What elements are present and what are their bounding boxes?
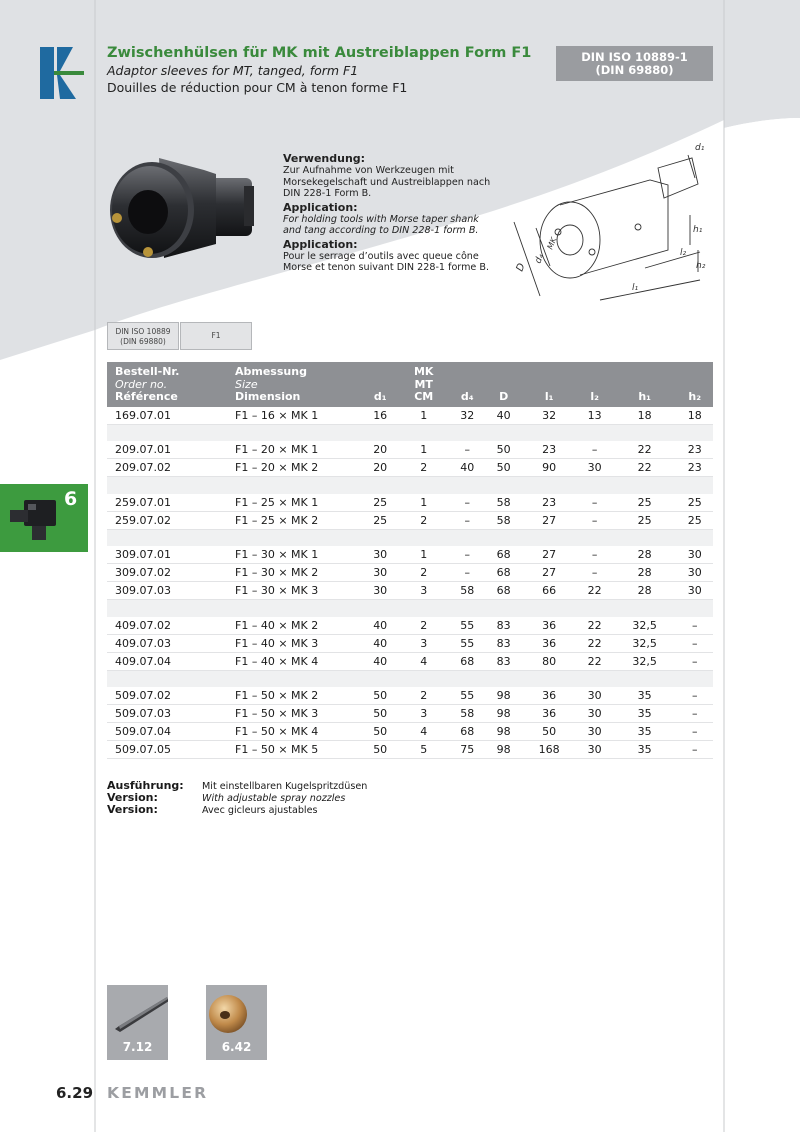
din-line-1: DIN ISO 10889-1: [581, 50, 688, 64]
cell-d1: 30: [362, 564, 398, 582]
group-separator: [107, 424, 713, 441]
cell-size: F1 – 40 × MK 4: [227, 652, 362, 670]
title-french: Douilles de réduction pour CM à tenon forme F1: [107, 80, 408, 95]
cell-h1: 18: [613, 407, 677, 425]
cell-l2: –: [576, 494, 612, 512]
header-size: [227, 362, 362, 407]
cell-size: F1 – 30 × MK 2: [227, 564, 362, 582]
cell-d1: 50: [362, 705, 398, 723]
cell-l1: 90: [522, 459, 577, 477]
adaptor-sleeve-photo: [104, 148, 274, 270]
cell-l2: 13: [576, 407, 612, 425]
cell-h2: 23: [677, 441, 713, 459]
cell-d4: 55: [449, 617, 485, 635]
cell-d1: 50: [362, 687, 398, 705]
cell-l1: 168: [522, 741, 577, 759]
cell-order-no: 509.07.05: [107, 741, 227, 759]
cell-h1: 22: [613, 441, 677, 459]
cell-d1: 30: [362, 582, 398, 600]
kemmler-logo: [40, 47, 84, 99]
cell-h1: 35: [613, 705, 677, 723]
header-order-de: Bestell-Nr.: [115, 365, 180, 378]
cell-d4: 58: [449, 705, 485, 723]
accessory-drift-key[interactable]: [107, 985, 168, 1060]
cell-d1: 25: [362, 494, 398, 512]
title-block: [107, 44, 547, 96]
header-mk-fr: CM: [414, 390, 434, 403]
brand-wordmark: KEMMLER: [107, 1084, 209, 1102]
table-row[interactable]: [107, 511, 713, 529]
usage-heading-de: Verwendung:: [283, 152, 366, 165]
cell-d4: 55: [449, 634, 485, 652]
cell-h1: 25: [613, 494, 677, 512]
usage-heading-fr: Application:: [283, 237, 358, 251]
table-row[interactable]: [107, 687, 713, 705]
page-number: 6.29: [56, 1084, 94, 1102]
cell-order-no: 309.07.01: [107, 546, 227, 564]
table-row[interactable]: [107, 546, 713, 564]
din-line-2: (DIN 69880): [595, 63, 674, 77]
cell-mk: 1: [398, 546, 449, 564]
cell-l2: 22: [576, 582, 612, 600]
cell-D: 83: [485, 652, 521, 670]
cell-l1: 23: [522, 441, 577, 459]
cell-h2: 25: [677, 511, 713, 529]
cell-l2: 30: [576, 459, 612, 477]
cell-l1: 27: [522, 511, 577, 529]
cell-l2: 30: [576, 723, 612, 741]
cell-h1: 28: [613, 582, 677, 600]
cell-size: F1 – 25 × MK 2: [227, 511, 362, 529]
cell-h2: –: [677, 723, 713, 741]
cell-h1: 32,5: [613, 652, 677, 670]
cell-order-no: 259.07.02: [107, 511, 227, 529]
cell-order-no: 259.07.01: [107, 494, 227, 512]
cell-d1: 20: [362, 459, 398, 477]
cell-order-no: 309.07.02: [107, 564, 227, 582]
version-label-fr: Version:: [107, 803, 158, 816]
cell-l2: 30: [576, 741, 612, 759]
header-h1: h₁: [613, 362, 677, 407]
header-h2: h₂: [677, 362, 713, 407]
cell-d4: 55: [449, 687, 485, 705]
cell-h2: –: [677, 705, 713, 723]
group-separator: [107, 600, 713, 617]
cell-order-no: 509.07.04: [107, 723, 227, 741]
label-h1: h₁: [693, 225, 703, 235]
label-MK: MK: [545, 236, 559, 251]
cell-order-no: 209.07.01: [107, 441, 227, 459]
separator-cell: [107, 600, 713, 617]
cell-h2: 23: [677, 459, 713, 477]
cell-h2: 30: [677, 582, 713, 600]
usage-text-en: For holding tools with Morse taper shank and tang according to DIN 228-1 form B.: [283, 213, 479, 236]
cell-d1: 40: [362, 652, 398, 670]
cell-l1: 36: [522, 705, 577, 723]
cell-l2: –: [576, 564, 612, 582]
cell-l1: 50: [522, 723, 577, 741]
header-size-en: Size: [235, 377, 258, 391]
label-D: D: [514, 261, 528, 274]
cell-mk: 4: [398, 723, 449, 741]
cell-h1: 35: [613, 741, 677, 759]
usage-description: [283, 152, 498, 275]
cell-mk: 2: [398, 511, 449, 529]
header-order-fr: Référence: [115, 390, 178, 403]
cell-l2: 22: [576, 617, 612, 635]
cell-d1: 50: [362, 741, 398, 759]
cell-D: 68: [485, 546, 521, 564]
cell-mk: 3: [398, 582, 449, 600]
cell-l1: 80: [522, 652, 577, 670]
cell-h2: –: [677, 617, 713, 635]
table-row[interactable]: [107, 705, 713, 723]
cell-D: 83: [485, 634, 521, 652]
cell-h2: 30: [677, 564, 713, 582]
header-d1: d₁: [362, 362, 398, 407]
cell-size: F1 – 50 × MK 3: [227, 705, 362, 723]
table-row[interactable]: [107, 741, 713, 759]
cell-d1: 16: [362, 407, 398, 425]
cell-size: F1 – 20 × MK 1: [227, 441, 362, 459]
title-english: Adaptor sleeves for MT, tanged, form F1: [107, 63, 359, 78]
cell-h2: –: [677, 687, 713, 705]
cell-d4: 58: [449, 582, 485, 600]
group-separator: [107, 477, 713, 494]
table-row[interactable]: [107, 634, 713, 652]
cell-d1: 40: [362, 634, 398, 652]
header-mk-de: MK: [413, 365, 434, 378]
header-l2: l₂: [576, 362, 612, 407]
cell-d4: 32: [449, 407, 485, 425]
cell-mk: 1: [398, 407, 449, 425]
cell-h1: 32,5: [613, 617, 677, 635]
cell-d1: 25: [362, 511, 398, 529]
cell-mk: 2: [398, 564, 449, 582]
cell-order-no: 169.07.01: [107, 407, 227, 425]
table-row[interactable]: [107, 617, 713, 635]
cell-size: F1 – 25 × MK 1: [227, 494, 362, 512]
header-order-no: [107, 362, 227, 407]
version-text-de: Mit einstellbaren Kugelspritzdüsen: [202, 781, 368, 792]
table-row[interactable]: [107, 582, 713, 600]
cell-l1: 66: [522, 582, 577, 600]
header-d4: d₄: [449, 362, 485, 407]
cell-h1: 28: [613, 564, 677, 582]
table-row[interactable]: [107, 459, 713, 477]
separator-cell: [107, 424, 713, 441]
cell-mk: 2: [398, 459, 449, 477]
header-D: D: [485, 362, 521, 407]
cell-size: F1 – 16 × MK 1: [227, 407, 362, 425]
cell-d1: 50: [362, 723, 398, 741]
cell-size: F1 – 50 × MK 4: [227, 723, 362, 741]
cell-h1: 28: [613, 546, 677, 564]
cell-order-no: 309.07.03: [107, 582, 227, 600]
cell-h2: 25: [677, 494, 713, 512]
cell-mk: 1: [398, 441, 449, 459]
cell-size: F1 – 40 × MK 3: [227, 634, 362, 652]
cell-l1: 27: [522, 564, 577, 582]
cell-size: F1 – 30 × MK 1: [227, 546, 362, 564]
cell-order-no: 209.07.02: [107, 459, 227, 477]
cell-D: 98: [485, 687, 521, 705]
cell-mk: 3: [398, 634, 449, 652]
cell-D: 98: [485, 705, 521, 723]
version-label-en: Version:: [107, 791, 158, 804]
cell-D: 50: [485, 459, 521, 477]
cell-order-no: 409.07.02: [107, 617, 227, 635]
cell-l2: 22: [576, 652, 612, 670]
cell-d1: 30: [362, 546, 398, 564]
cell-mk: 2: [398, 687, 449, 705]
din-tag-line-2: (DIN 69880): [120, 336, 166, 346]
cell-order-no: 409.07.04: [107, 652, 227, 670]
cell-d1: 20: [362, 441, 398, 459]
table-row[interactable]: [107, 723, 713, 741]
table-row[interactable]: [107, 494, 713, 512]
cell-mk: 2: [398, 617, 449, 635]
usage-text-de: Zur Aufnahme von Werkzeugen mit Morsekegelschaft und Austreiblappen nach DIN 228-1 Form B.: [283, 165, 491, 199]
cell-size: F1 – 30 × MK 3: [227, 582, 362, 600]
cell-order-no: 509.07.02: [107, 687, 227, 705]
cell-size: F1 – 50 × MK 2: [227, 687, 362, 705]
accessory-label-1: 7.12: [122, 1040, 153, 1054]
cell-order-no: 409.07.03: [107, 634, 227, 652]
cell-h1: 25: [613, 511, 677, 529]
cell-D: 83: [485, 617, 521, 635]
cell-d1: 40: [362, 617, 398, 635]
cell-size: F1 – 50 × MK 5: [227, 741, 362, 759]
cell-D: 68: [485, 564, 521, 582]
product-table: [107, 362, 713, 759]
cell-mk: 1: [398, 494, 449, 512]
section-number: 6: [64, 488, 78, 510]
cell-l1: 23: [522, 494, 577, 512]
header-size-fr: Dimension: [235, 390, 301, 403]
cell-d4: –: [449, 564, 485, 582]
table-body: [107, 407, 713, 759]
cell-size: F1 – 20 × MK 2: [227, 459, 362, 477]
label-d4: d₄: [533, 252, 547, 266]
version-label-de: Ausführung:: [107, 779, 184, 792]
separator-cell: [107, 477, 713, 494]
header-size-de: Abmessung: [235, 365, 307, 378]
label-l2: l₂: [680, 248, 687, 258]
cell-d4: 68: [449, 723, 485, 741]
cell-l2: 30: [576, 705, 612, 723]
version-text-fr: Avec gicleurs ajustables: [202, 805, 318, 816]
cell-mk: 4: [398, 652, 449, 670]
cell-d4: –: [449, 546, 485, 564]
table-row[interactable]: [107, 652, 713, 670]
cell-h1: 32,5: [613, 634, 677, 652]
header-mk-en: MT: [414, 377, 433, 391]
cell-h2: –: [677, 652, 713, 670]
cell-D: 98: [485, 723, 521, 741]
cell-d4: 40: [449, 459, 485, 477]
din-tag-line-1: DIN ISO 10889: [115, 327, 171, 336]
cell-h1: 22: [613, 459, 677, 477]
label-h2: h₂: [696, 261, 706, 271]
usage-heading-en: Application:: [283, 200, 358, 214]
table-row[interactable]: [107, 407, 713, 425]
title-german: Zwischenhülsen für MK mit Austreiblappen Form F1: [107, 45, 532, 61]
cell-h2: 30: [677, 546, 713, 564]
cell-l1: 27: [522, 546, 577, 564]
cell-l1: 36: [522, 617, 577, 635]
label-l1: l₁: [632, 283, 639, 293]
cell-D: 58: [485, 511, 521, 529]
accessory-ball-nozzle[interactable]: [206, 985, 267, 1060]
cell-l1: 36: [522, 687, 577, 705]
cell-l1: 32: [522, 407, 577, 425]
cell-D: 98: [485, 741, 521, 759]
cell-d4: –: [449, 494, 485, 512]
cell-h1: 35: [613, 687, 677, 705]
accessory-label-2: 6.42: [221, 1040, 252, 1054]
separator-cell: [107, 529, 713, 546]
cell-size: F1 – 40 × MK 2: [227, 617, 362, 635]
cell-h2: –: [677, 634, 713, 652]
din-standard-badge: [556, 46, 713, 81]
cell-l2: 22: [576, 634, 612, 652]
cell-l2: –: [576, 546, 612, 564]
tool-holder-icon: [6, 490, 64, 546]
cell-D: 68: [485, 582, 521, 600]
cell-mk: 5: [398, 741, 449, 759]
label-d1: d₁: [695, 143, 705, 153]
cell-d4: 75: [449, 741, 485, 759]
cell-h1: 35: [613, 723, 677, 741]
table-header-row: [107, 362, 713, 407]
cell-h2: –: [677, 741, 713, 759]
version-text-en: With adjustable spray nozzles: [202, 793, 346, 804]
separator-cell: [107, 670, 713, 687]
cell-l2: –: [576, 441, 612, 459]
cell-d4: –: [449, 511, 485, 529]
cell-l2: –: [576, 511, 612, 529]
din-tag: [107, 322, 179, 350]
header-order-en: Order no.: [115, 377, 168, 391]
cell-D: 40: [485, 407, 521, 425]
cell-d4: 68: [449, 652, 485, 670]
technical-drawing: [500, 140, 715, 310]
table-row[interactable]: [107, 441, 713, 459]
cell-l2: 30: [576, 687, 612, 705]
usage-text-fr: Pour le serrage d’outils avec queue cône Morse et tenon suivant DIN 228-1 forme B.: [283, 250, 490, 273]
header-mk: [398, 362, 449, 407]
header-l1: l₁: [522, 362, 577, 407]
cell-h2: 18: [677, 407, 713, 425]
cell-order-no: 509.07.03: [107, 705, 227, 723]
cell-l1: 36: [522, 634, 577, 652]
table-row[interactable]: [107, 564, 713, 582]
group-separator: [107, 670, 713, 687]
group-separator: [107, 529, 713, 546]
cell-D: 58: [485, 494, 521, 512]
cell-d4: –: [449, 441, 485, 459]
form-tag: F1: [180, 322, 252, 350]
cell-mk: 3: [398, 705, 449, 723]
cell-D: 50: [485, 441, 521, 459]
